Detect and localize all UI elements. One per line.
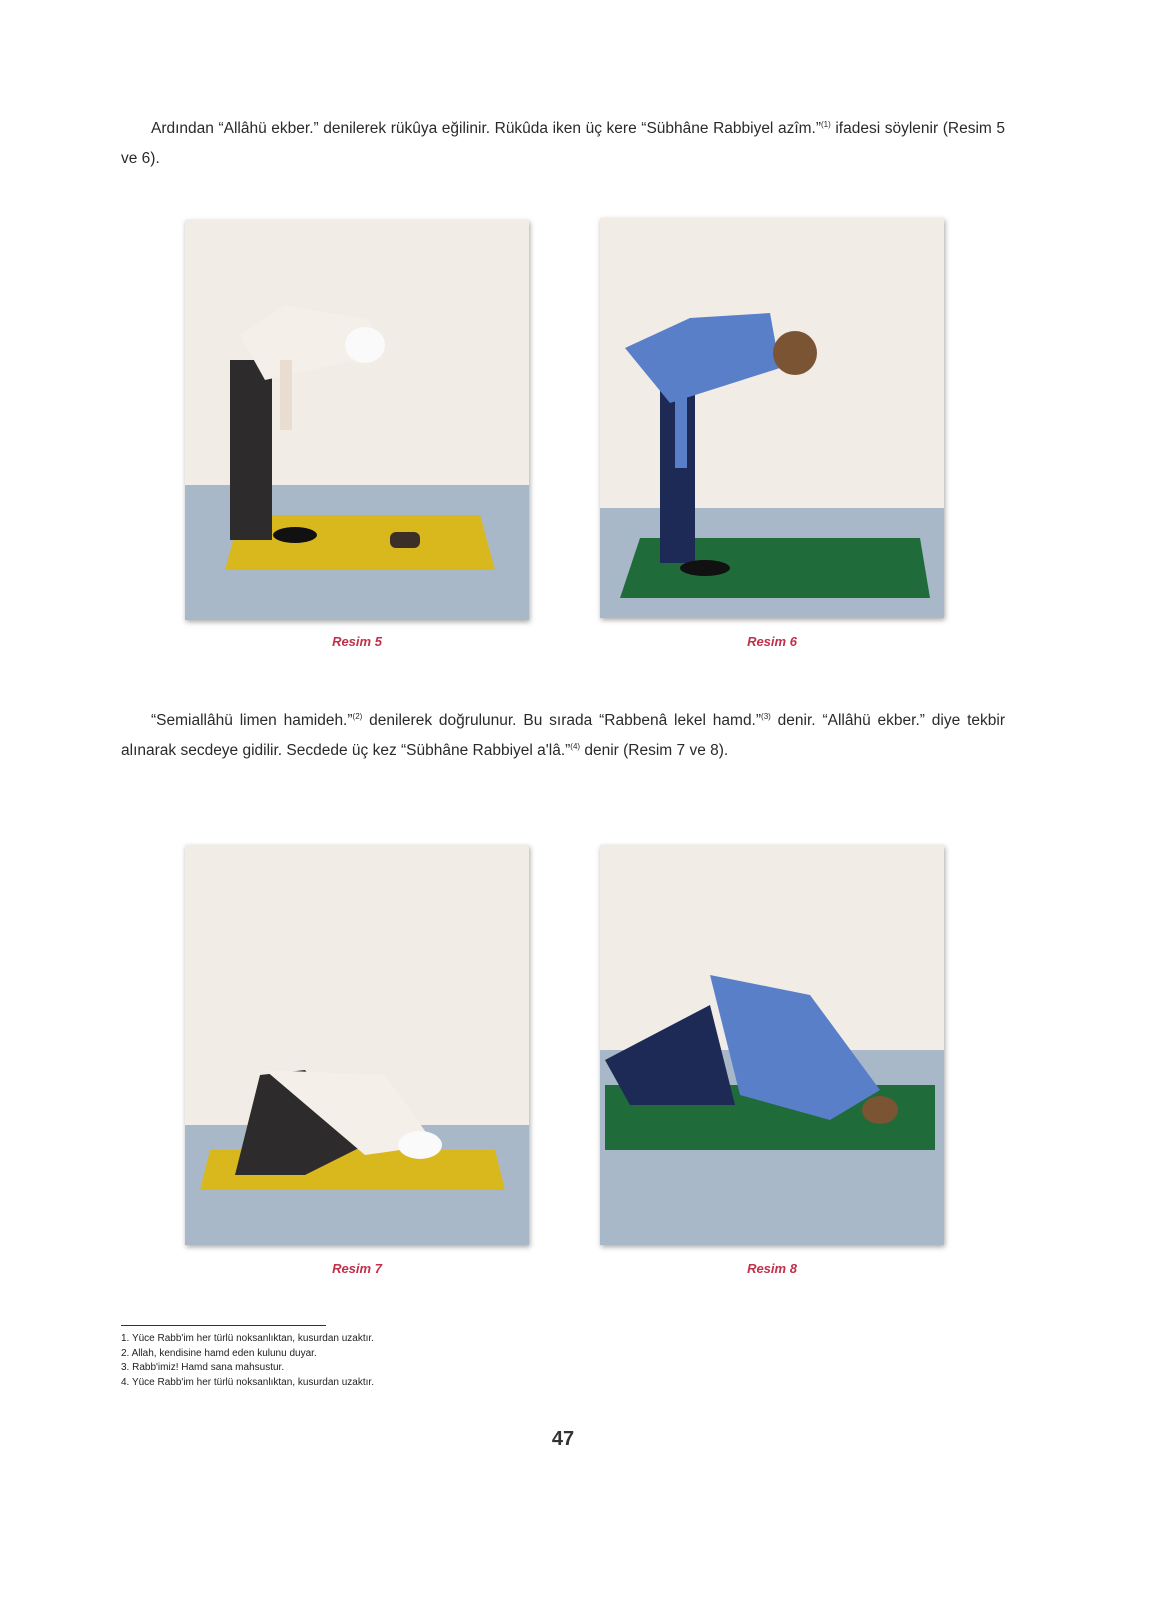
photo-resim-5 bbox=[185, 220, 529, 620]
footnote-1: 1. Yüce Rabb'im her türlü noksanlıktan, kusurdan uzaktır. bbox=[121, 1333, 374, 1344]
footnote-ref: (4) bbox=[570, 742, 581, 751]
footnote-ref: (3) bbox=[761, 712, 771, 721]
caption-resim-5: Resim 5 bbox=[332, 634, 382, 649]
text: denir. “Allâhü ekber.” diye tekbir alınarak secdeye gidilir. Secdede üç kez “Sübhâne Rabbiyel a'lâ.” bbox=[121, 712, 1006, 759]
footnote-ref: (2) bbox=[352, 712, 363, 721]
photo-resim-8 bbox=[600, 845, 944, 1245]
footnote-3: 3. Rabb'imiz! Hamd sana mahsustur. bbox=[121, 1362, 285, 1373]
caption-resim-8: Resim 8 bbox=[747, 1261, 797, 1276]
caption-resim-7: Resim 7 bbox=[332, 1261, 382, 1276]
text: “Semiallâhü limen hamideh.” bbox=[151, 712, 353, 729]
caption-resim-6: Resim 6 bbox=[747, 634, 797, 649]
text: ifadesi söylenir (Resim 5 ve 6). bbox=[121, 120, 1005, 167]
page-number: 47 bbox=[551, 1428, 575, 1450]
paragraph-1 bbox=[121, 114, 1005, 174]
footnotes bbox=[121, 1332, 374, 1390]
text: denir (Resim 7 ve 8). bbox=[580, 742, 729, 759]
paragraph-2 bbox=[121, 706, 1005, 766]
photo-resim-6 bbox=[600, 218, 944, 618]
photo-resim-7 bbox=[185, 845, 529, 1245]
footnote-4: 4. Yüce Rabb'im her türlü noksanlıktan, kusurdan uzaktır. bbox=[121, 1376, 374, 1388]
text: denilerek doğrulunur. Bu sırada “Rabbenâ lekel hamd.” bbox=[362, 712, 762, 729]
footnote-2: 2. Allah, kendisine hamd eden kulunu duyar. bbox=[121, 1347, 317, 1359]
footnote-divider bbox=[121, 1325, 326, 1326]
footnote-ref: (1) bbox=[821, 120, 831, 129]
text: Ardından “Allâhü ekber.” denilerek rükûya eğilinir. Rükûda iken üç kere “Sübhâne Rabbiyel azîm.” bbox=[151, 120, 822, 137]
